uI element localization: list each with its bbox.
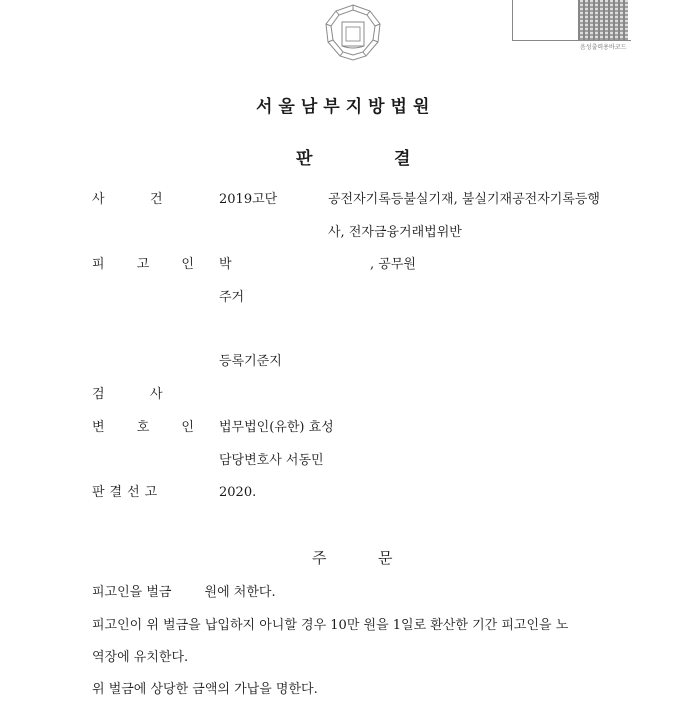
defendant-label: 피 고 인 — [92, 257, 208, 272]
case-label-1: 사 — [92, 192, 105, 207]
court-emblem-icon — [318, 2, 388, 64]
defendant-name: 박 — [219, 257, 232, 272]
case-charge-line-1: 공전자기록등불실기재, 불실기재공전자기록등행 — [328, 192, 600, 207]
prosecutor-label-1: 검 — [92, 387, 105, 402]
court-name: 서울남부지방법원 — [256, 97, 436, 117]
ruling-line-4: 위 벌금에 상당한 금액의 가납을 명한다. — [92, 682, 318, 697]
counsel-label: 변 호 인 — [92, 420, 208, 435]
case-label-2: 건 — [150, 192, 163, 207]
counsel-attorney: 담당변호사 서동민 — [219, 453, 324, 468]
defendant-address-label: 주거 — [219, 290, 245, 305]
qr-code-icon — [578, 0, 628, 40]
ruling-line-3: 역장에 유치한다. — [92, 650, 189, 665]
ruling-line-1: 피고인을 벌금 원에 처한다. — [92, 585, 276, 600]
ruling-title-left: 주 — [312, 549, 327, 567]
qr-caption: 음성출력용바코드 — [580, 44, 627, 51]
doc-title-left: 판 — [296, 149, 313, 169]
doc-title-right: 결 — [394, 149, 411, 169]
ruling-title-right: 문 — [378, 549, 393, 567]
case-number: 2019고단 — [219, 192, 278, 207]
ruling-line-2: 피고인이 위 벌금을 납입하지 아니할 경우 10만 원을 1일로 환산한 기간 피고인을 노 — [92, 618, 569, 633]
counsel-firm: 법무법인(유한) 효성 — [219, 420, 334, 435]
defendant-registry-label: 등록기준지 — [219, 354, 282, 369]
defendant-occupation: , 공무원 — [370, 257, 416, 272]
verdict-date-value: 2020. — [219, 485, 257, 500]
case-charge-line-2: 사, 전자금융거래법위반 — [328, 225, 462, 240]
prosecutor-label-2: 사 — [150, 387, 163, 402]
verdict-date-label: 판결선고 — [92, 485, 163, 500]
